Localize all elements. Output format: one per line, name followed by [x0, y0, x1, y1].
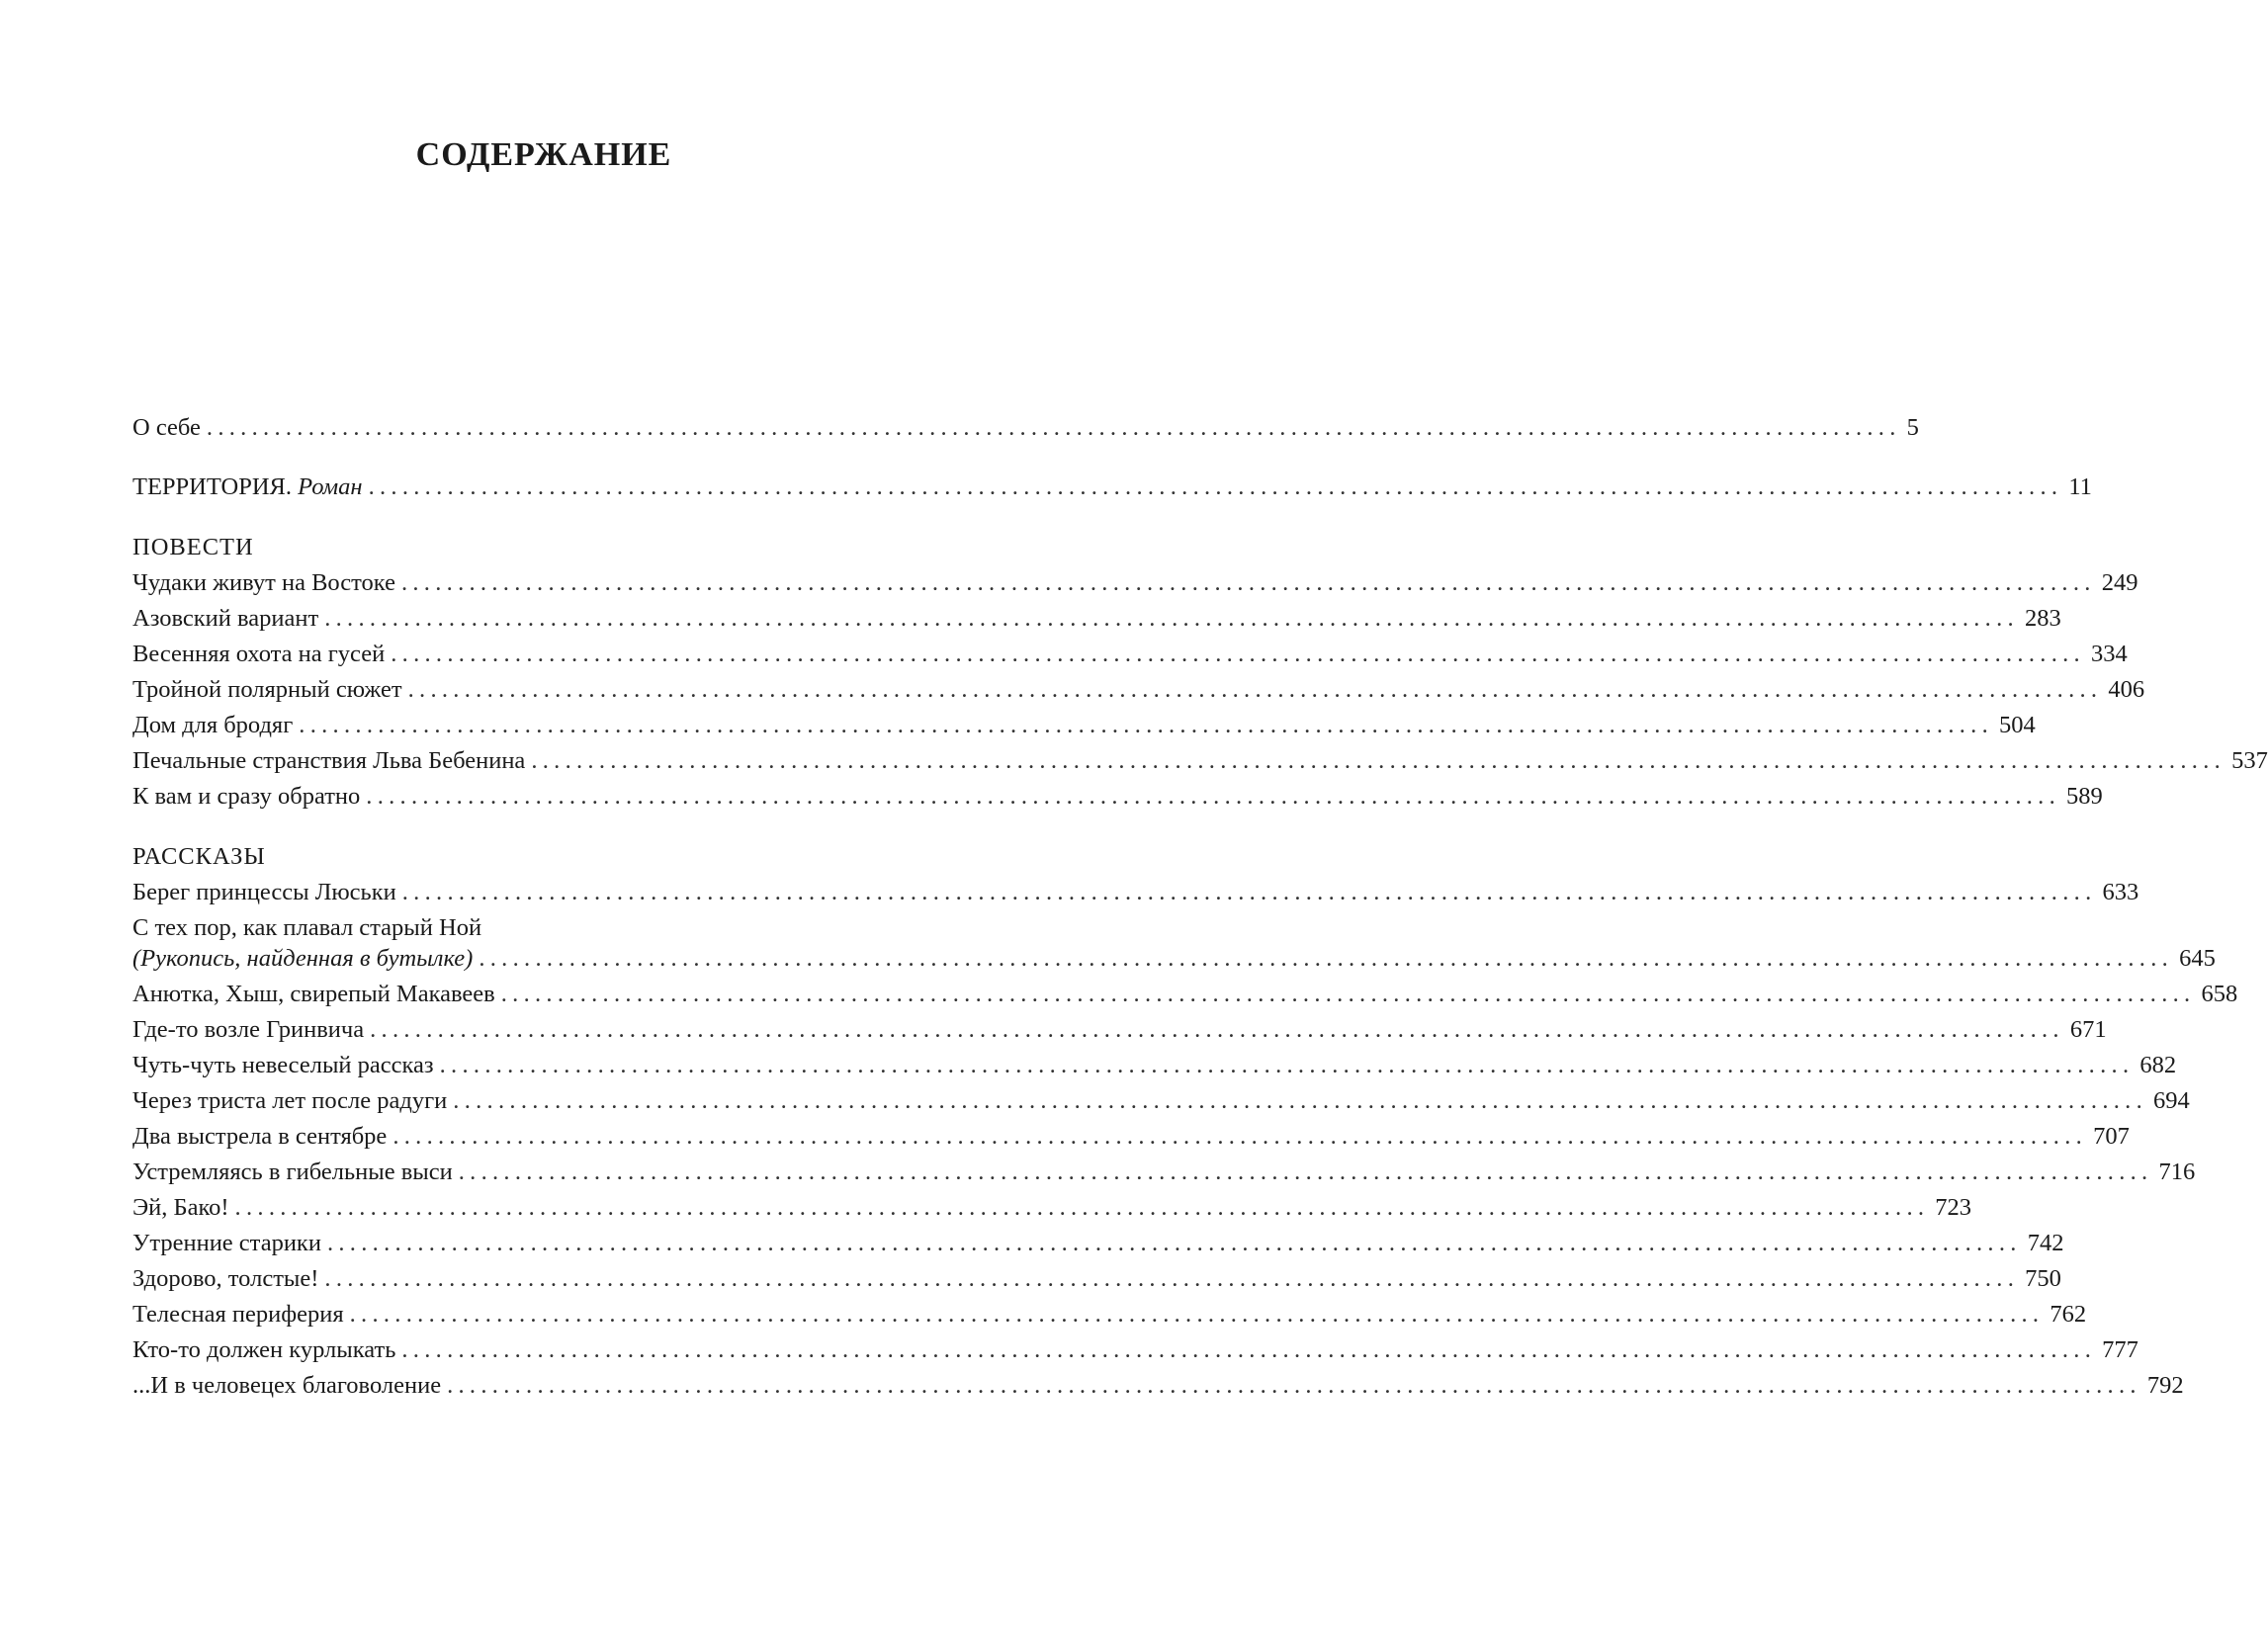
section-heading-stories: РАССКАЗЫ [132, 843, 266, 870]
toc-entry-title: Эй, Бако! [132, 1194, 229, 1221]
dot-leader: ...................................................................................................................................................... [453, 1087, 2148, 1114]
dot-leader: ...................................................................................................................................................... [400, 569, 2096, 596]
toc-entry-title: Кто-то должен курлыкать [132, 1336, 396, 1363]
toc-entry [132, 601, 2061, 637]
section-heading-novellas: ПОВЕСТИ [132, 534, 254, 560]
toc-entry-subtitle: (Рукопись, найденная в бутылке) [132, 945, 474, 972]
toc-entry [132, 1368, 2184, 1404]
toc-entry-title: С тех пор, как плавал старый Ной [132, 914, 482, 941]
toc-entry [132, 1190, 1972, 1226]
dot-leader: ...................................................................................................................................................... [391, 641, 2085, 667]
toc-entry [132, 941, 2216, 977]
dot-leader: ...................................................................................................................................................... [447, 1372, 2141, 1399]
dot-leader: ...................................................................................................................................................... [401, 1336, 2097, 1363]
toc-entry-page: 5 [1906, 414, 1919, 441]
toc-entry [132, 875, 2139, 910]
toc-entry [132, 708, 2036, 743]
toc-entry-title: Через триста лет после радуги [132, 1087, 448, 1114]
toc-entry [132, 637, 2128, 672]
dot-leader: ...................................................................................................................................................... [366, 783, 2061, 810]
toc-entry-page: 707 [2093, 1123, 2130, 1150]
toc-entry-title: Утренние старики [132, 1230, 321, 1256]
dot-leader: ...................................................................................................................................................... [324, 1265, 2020, 1292]
toc-entry-title: Тройной полярный сюжет [132, 676, 402, 703]
toc-entry-page: 11 [2068, 473, 2092, 500]
dot-leader: ...................................................................................................................................................... [234, 1194, 1930, 1221]
toc-entry-page: 249 [2101, 569, 2138, 596]
toc-entry [132, 1261, 2061, 1297]
toc-entry [132, 977, 2238, 1012]
dot-leader: ...................................................................................................................................................... [368, 473, 2063, 500]
toc-entry-title [132, 470, 363, 505]
toc-entry-title-main: ТЕРРИТОРИЯ. [132, 473, 292, 500]
toc-entry-title: Устремляясь в гибельные выси [132, 1159, 453, 1185]
toc-entry-page: 716 [2158, 1159, 2196, 1185]
toc-entry-title: Печальные странствия Льва Бебенина [132, 747, 526, 774]
toc-entry [132, 1297, 2087, 1332]
dot-leader: ...................................................................................................................................................... [531, 747, 2226, 774]
dot-leader: ...................................................................................................................................................... [407, 676, 2103, 703]
toc-entry-page: 504 [1999, 712, 2036, 738]
toc-entry-title: Где-то возле Гринвича [132, 1016, 365, 1043]
toc-entry-page: 633 [2102, 879, 2139, 905]
dot-leader: ...................................................................................................................................................... [349, 1301, 2045, 1328]
dot-leader: ...................................................................................................................................................... [299, 712, 1994, 738]
toc-entry-title: К вам и сразу обратно [132, 783, 361, 810]
toc-entry-page: 742 [2027, 1230, 2064, 1256]
toc-entry [132, 1226, 2064, 1261]
toc-entry-territory [132, 470, 2092, 505]
toc-entry-page: 762 [2050, 1301, 2087, 1328]
dot-leader: ...................................................................................................................................................... [401, 879, 2097, 905]
toc-entry-page: 334 [2090, 641, 2128, 667]
dot-leader: ...................................................................................................................................................... [324, 605, 2019, 632]
toc-entry-page: 658 [2201, 981, 2238, 1007]
toc-entry-page: 645 [2179, 945, 2216, 972]
toc-entry [132, 672, 2145, 708]
toc-entry-title: Анютка, Хыш, свирепый Макавеев [132, 981, 495, 1007]
toc-entry [132, 1083, 2190, 1119]
toc-entry-page: 589 [2066, 783, 2103, 810]
toc-entry-title: ...И в человецех благоволение [132, 1372, 442, 1399]
toc-entry-title: Азовский вариант [132, 605, 319, 632]
toc-entry-page: 671 [2069, 1016, 2107, 1043]
toc-entry-title: Здорово, толстые! [132, 1265, 319, 1292]
toc-entry [132, 1048, 2177, 1083]
toc-entry-page: 283 [2024, 605, 2061, 632]
toc-entry [132, 779, 2103, 815]
dot-leader: ...................................................................................................................................................... [206, 414, 1901, 441]
toc-entry [132, 1012, 2107, 1048]
dot-leader: ...................................................................................................................................................... [370, 1016, 2064, 1043]
toc-entry-title: О себе [132, 414, 201, 441]
toc-entry [132, 1332, 2138, 1368]
toc-entry-title: Два выстрела в сентябре [132, 1123, 388, 1150]
toc-entry-title: Дом для бродяг [132, 712, 294, 738]
toc-entry-title: Весенняя охота на гусей [132, 641, 386, 667]
toc-entry-about-self [132, 410, 1919, 446]
toc-entry-title: Берег принцессы Люськи [132, 879, 396, 905]
toc-entry-page: 723 [1935, 1194, 1972, 1221]
toc-entry-page: 750 [2025, 1265, 2061, 1292]
page-title: СОДЕРЖАНИЕ [415, 136, 672, 173]
toc-entry-title: Чудаки живут на Востоке [132, 569, 395, 596]
dot-leader: ...................................................................................................................................................... [439, 1052, 2135, 1078]
toc-entry [132, 1155, 2196, 1190]
dot-leader: ...................................................................................................................................................... [500, 981, 2196, 1007]
toc-entry [132, 1119, 2130, 1155]
toc-entry-page: 777 [2102, 1336, 2138, 1363]
dot-leader: ...................................................................................................................................................... [393, 1123, 2088, 1150]
dot-leader: ...................................................................................................................................................... [458, 1159, 2153, 1185]
toc-entry-title: Телесная периферия [132, 1301, 344, 1328]
toc-entry-title: Чуть-чуть невеселый рассказ [132, 1052, 434, 1078]
toc-entry [132, 565, 2138, 601]
toc-entry-page: 682 [2139, 1052, 2177, 1078]
dot-leader: ...................................................................................................................................................... [479, 945, 2174, 972]
toc-entry-page: 537 [2231, 747, 2268, 774]
toc-entry-page: 792 [2146, 1372, 2184, 1399]
toc-entry-page: 694 [2153, 1087, 2190, 1114]
toc-entry-page: 406 [2108, 676, 2145, 703]
dot-leader: ...................................................................................................................................................... [326, 1230, 2022, 1256]
toc-entry-subtitle: Роман [298, 473, 363, 500]
toc-entry [132, 743, 2268, 779]
